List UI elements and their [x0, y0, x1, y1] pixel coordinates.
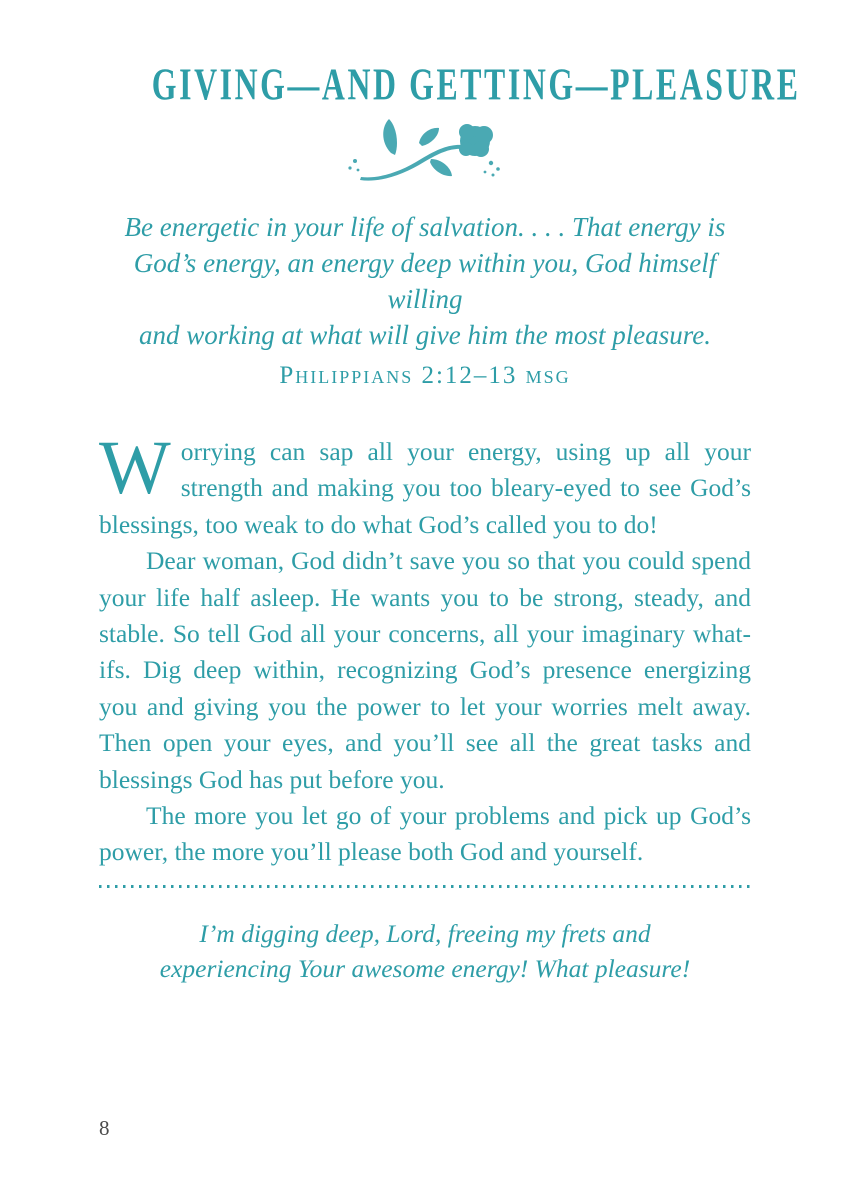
dotted-divider	[99, 885, 751, 888]
scripture-line: and working at what will give him the most pleasure.	[139, 320, 711, 350]
page-number: 8	[99, 1116, 110, 1140]
scripture-line: Be energetic in your life of salvation. . . . That energy is	[124, 212, 726, 242]
paragraph-1	[99, 426, 751, 543]
chapter-title	[99, 60, 801, 111]
ornament-container	[99, 115, 751, 181]
prayer-line: experiencing Your awesome energy! What pleasure!	[159, 953, 691, 983]
scripture-reference: Philippians 2:12–13 msg	[279, 362, 571, 389]
prayer-line: I’m digging deep, Lord, freeing my frets and	[199, 918, 651, 948]
drop-cap: W	[99, 426, 171, 510]
paragraph-2: Dear woman, God didn’t save you so that you could spend your life half asleep. He wants you to be strong, steady, and stable. So tell God all your concerns, all your imaginary what-ifs. Dig deep within, recognizing God’s presence energizing you and giving you the power to let your worries melt away. Then open your eyes, and you’ll see all the great tasks and blessings God has put before you.	[99, 546, 751, 794]
paragraph-1-text: orrying can sap all your energy, using up all your strength and making you too bleary-eyed to see God’s blessings, too weak to do what God’s called you to do!	[99, 437, 751, 539]
scripture-quote	[99, 209, 751, 394]
devotional-body	[99, 426, 751, 871]
closing-prayer	[99, 916, 751, 986]
scripture-line: God’s energy, an energy deep within you, God himself willing	[133, 248, 717, 314]
chapter-title-text: GIVING—AND GETTING—PLEASURE	[151, 60, 801, 111]
paragraph-3: The more you let go of your problems and pick up God’s power, the more you’ll please both God and yourself.	[99, 801, 751, 867]
page-content	[99, 60, 801, 986]
rose-sprig-icon	[347, 168, 503, 185]
